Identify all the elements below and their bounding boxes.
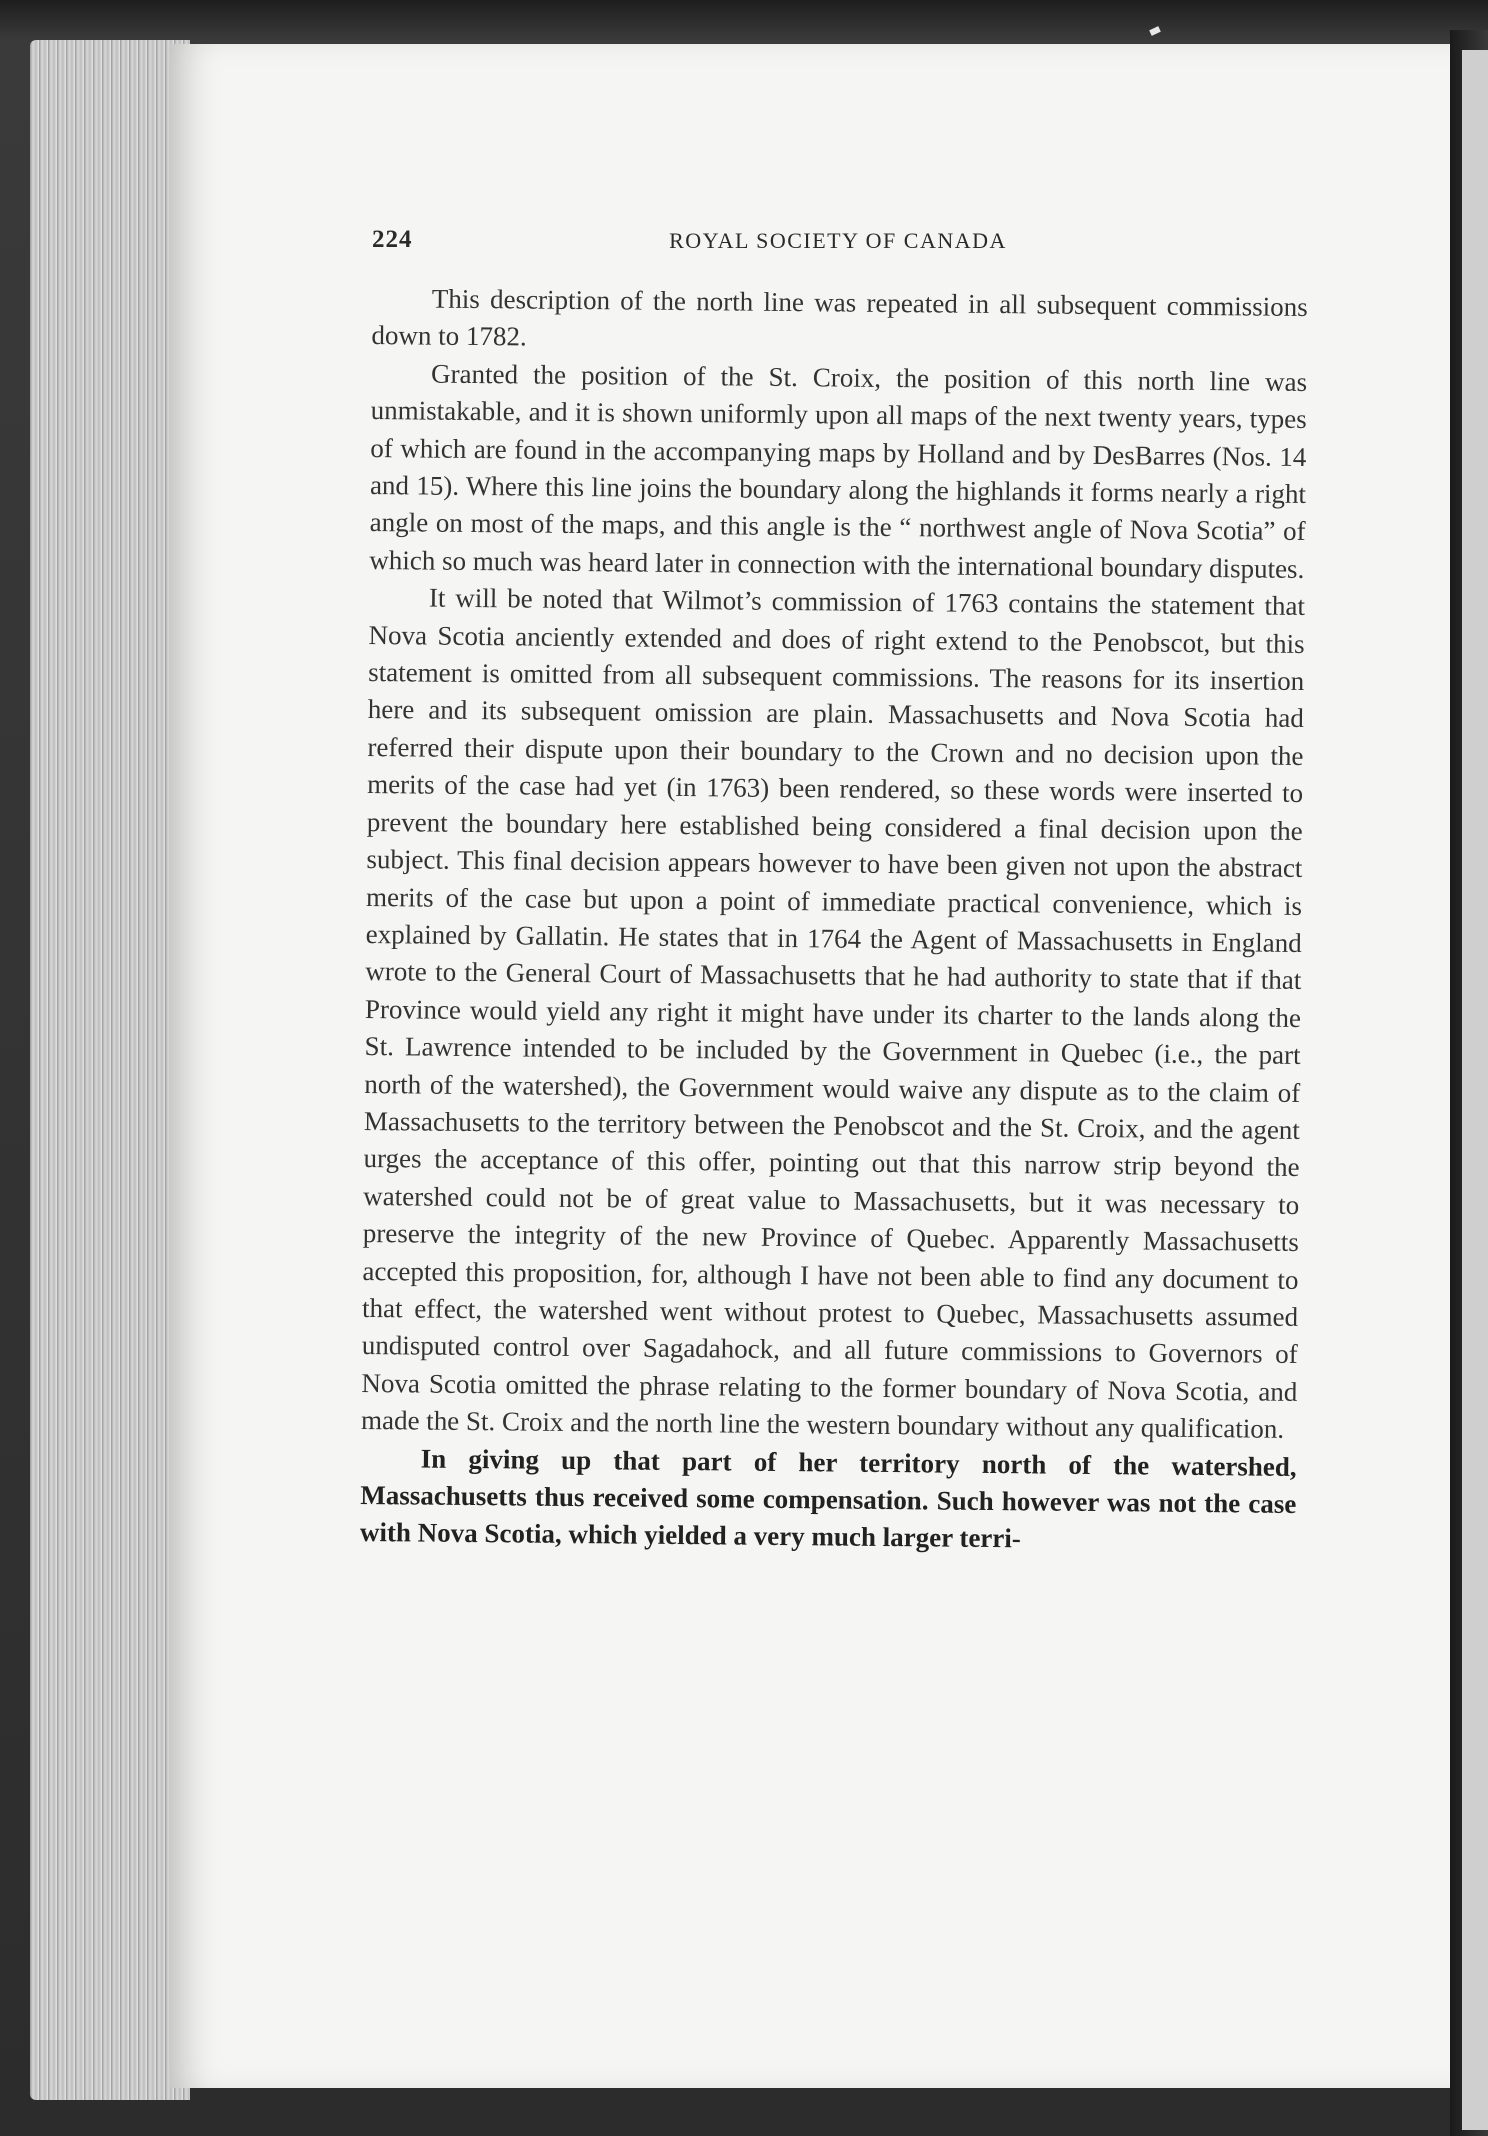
- page-number: 224: [372, 226, 413, 253]
- scan-speck: [1149, 26, 1161, 36]
- page-body: [360, 280, 1308, 1561]
- paragraph-3: It will be noted that Wilmot’s commission of 1763 contains the statement that Nova Scotia anciently extended and does of right extend to the Penobscot, but this statement is omitted from all subsequent commissions. The reasons for its insertion here and its subsequent omission are plain. Massachusetts and Nova Scotia had referred their dispute upon their boundary to the Crown and no decision upon the merits of the case had yet (in 1763) been rendered, so these words were inserted to prevent the boundary here established being considered a final decision upon the subject. This final decision appears however to have been given not upon the abstract merits of the case but upon a point of immediate practical convenience, which is explained by Gallatin. He states that in 1764 the Agent of Massachusetts in England wrote to the General Court of Massachusetts that he had authority to state that if that Province would yield any right it might have under its charter to the lands along the St. Lawrence intended to be included by the Government in Quebec (i.e., the part north of the watershed), the Government would waive any dispute as to the claim of Massachusetts to the territory between the Penobscot and the St. Croix, and the agent urges the acceptance of this offer, pointing out that this narrow strip beyond the watershed could not be of great value to Massachusetts, but it was necessary to preserve the integrity of the new Province of Quebec. Apparently Massachusetts accepted this proposition, for, although I have not been able to find any document to that effect, the watershed went without protest to Quebec, Massachusetts assumed undisputed control over Sagadahock, and all future commissions to Governors of Nova Scotia omitted the phrase relating to the former boundary of Nova Scotia, and made the St. Croix and the north line the western boundary without any qualification.: [360, 582, 1306, 1444]
- page-header: [372, 226, 1304, 266]
- paragraph-2: Granted the position of the St. Croix, the position of this north line was unmistakable, and it is shown uniformly upon all maps of the next twenty years, types of which are found in the accompanying maps by Holland and by DesBarres (Nos. 14 and 15). Where this line joins the boundary along the highlands it forms nearly a right angle on most of the maps, and this angle is the “ northwest angle of Nova Scotia” of which so much was heard later in connection with the international boundary disputes.: [369, 358, 1308, 584]
- running-head: ROYAL SOCIETY OF CANADA: [669, 228, 1007, 253]
- paragraph-1: This description of the north line was repeated in all subsequent commissions down to 1782.: [371, 283, 1308, 352]
- facing-page-edge: [1462, 50, 1488, 2130]
- page-edges: [30, 40, 190, 2100]
- paragraph-4: In giving up that part of her territory north of the watershed, Massachusetts thus received some compensation. Such however was not the case with Nova Scotia, which yielded a very much larger terri-: [359, 1443, 1297, 1554]
